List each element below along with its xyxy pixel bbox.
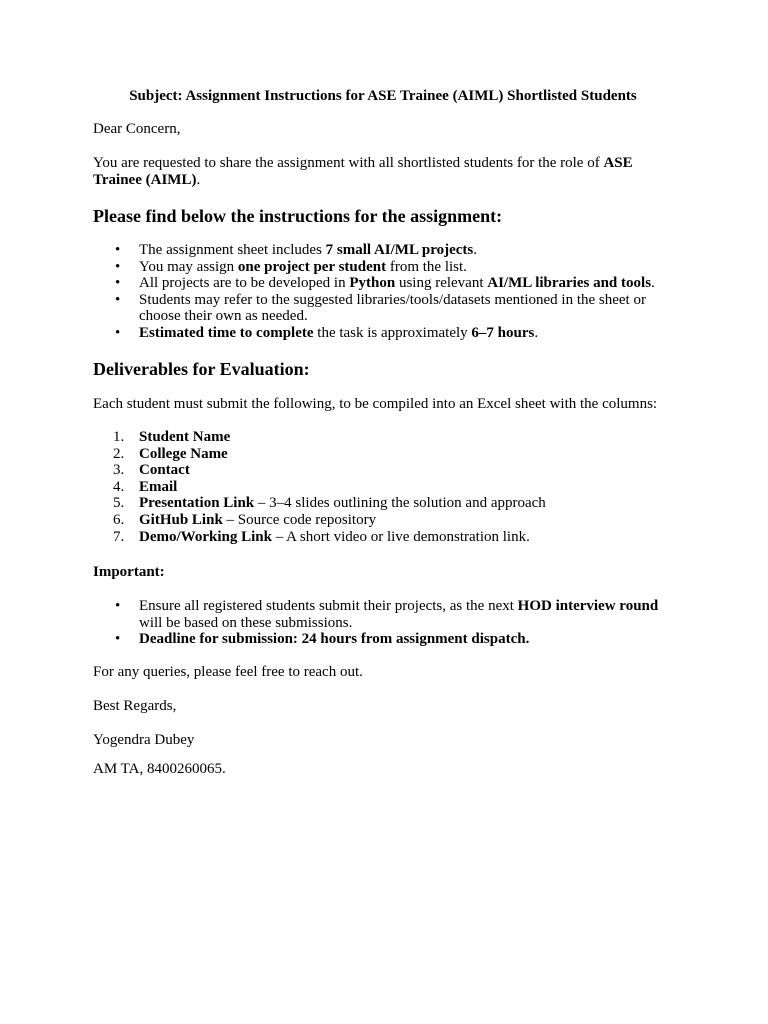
deliverables-list <box>93 429 678 545</box>
item-number: 6. <box>113 511 125 528</box>
list-item <box>93 429 678 446</box>
list-item <box>93 631 678 648</box>
subject-line: Subject: Assignment Instructions for ASE Trainee (AIML) Shortlisted Students <box>129 88 637 104</box>
item-bold: HOD interview round <box>517 598 659 614</box>
list-item <box>93 495 678 512</box>
bullet-icon: • <box>115 291 121 308</box>
item-bold: Presentation Link <box>139 495 255 512</box>
item-number: 5. <box>113 495 125 512</box>
item-text: . <box>473 242 478 258</box>
item-text: from the list. <box>386 258 467 275</box>
item-bold: GitHub Link <box>139 511 223 528</box>
bullet-icon: • <box>115 275 121 292</box>
item-bold: 6–7 hours <box>471 324 535 341</box>
item-number: 2. <box>113 445 125 462</box>
important-list <box>93 598 678 648</box>
item-text: Students may refer to the suggested libraries/tools/datasets mentioned in the sheet or choose their own as needed. <box>139 291 646 325</box>
item-bold: Demo/Working Link <box>139 528 272 545</box>
list-item <box>93 292 678 325</box>
item-bold: AI/ML libraries and tools <box>487 275 652 292</box>
item-bold: 7 small AI/ML projects <box>325 242 474 258</box>
list-item <box>93 259 678 276</box>
item-text: Ensure all registered students submit their projects, as the next <box>139 598 518 614</box>
item-number: 3. <box>113 462 125 479</box>
intro-paragraph <box>93 155 678 189</box>
list-item <box>93 242 678 259</box>
item-bold: College Name <box>139 445 228 462</box>
item-text: You may assign <box>139 258 238 275</box>
bullet-icon: • <box>115 324 121 341</box>
item-number: 4. <box>113 478 125 495</box>
list-item <box>93 529 678 546</box>
item-number: 7. <box>113 528 125 545</box>
list-item <box>93 275 678 292</box>
item-text: the task is approximately <box>313 324 472 341</box>
item-bold: Email <box>139 478 178 495</box>
bullet-icon: • <box>115 598 121 614</box>
item-text: will be based on these submissions. <box>139 614 353 631</box>
bullet-icon: • <box>115 258 121 275</box>
instructions-heading: Please find below the instructions for the assignment: <box>93 206 503 226</box>
instructions-list <box>93 242 678 342</box>
list-item <box>93 479 678 496</box>
queries-text: For any queries, please feel free to reach out. <box>93 664 363 680</box>
intro-text: You are requested to share the assignment with all shortlisted students for the role of <box>93 155 604 171</box>
deliverables-intro: Each student must submit the following, to be compiled into an Excel sheet with the columns: <box>93 396 658 412</box>
item-text: – A short video or live demonstration link. <box>271 528 530 545</box>
list-item <box>93 598 678 631</box>
closing-text: Best Regards, <box>93 698 177 714</box>
item-text: All projects are to be developed in <box>139 275 350 292</box>
item-bold: Deadline for submission: 24 hours from assignment dispatch. <box>139 631 530 648</box>
important-heading: Important: <box>93 564 165 580</box>
intro-end: . <box>196 172 201 188</box>
item-text: – 3–4 slides outlining the solution and approach <box>254 495 546 512</box>
greeting: Dear Concern, <box>93 121 181 137</box>
item-bold: Python <box>349 275 396 292</box>
item-text: . <box>534 324 539 341</box>
item-text: using relevant <box>395 275 488 292</box>
signature-name: Yogendra Dubey <box>93 732 195 748</box>
intro-role: ASE Trainee (AIML) <box>93 155 633 188</box>
item-text: The assignment sheet includes <box>139 242 326 258</box>
item-bold: Contact <box>139 462 190 479</box>
item-text: – Source code repository <box>222 511 377 528</box>
item-bold: one project per student <box>237 258 387 275</box>
list-item <box>93 512 678 529</box>
bullet-icon: • <box>115 242 121 258</box>
item-bold: Estimated time to complete <box>139 324 314 341</box>
item-text: . <box>651 275 655 292</box>
item-bold: Student Name <box>139 429 231 445</box>
list-item <box>93 446 678 463</box>
list-item <box>93 325 678 342</box>
list-item <box>93 462 678 479</box>
bullet-icon: • <box>115 631 121 648</box>
deliverables-heading: Deliverables for Evaluation: <box>93 359 310 379</box>
signature-title: AM TA, 8400260065. <box>93 761 226 777</box>
item-number: 1. <box>113 429 125 445</box>
